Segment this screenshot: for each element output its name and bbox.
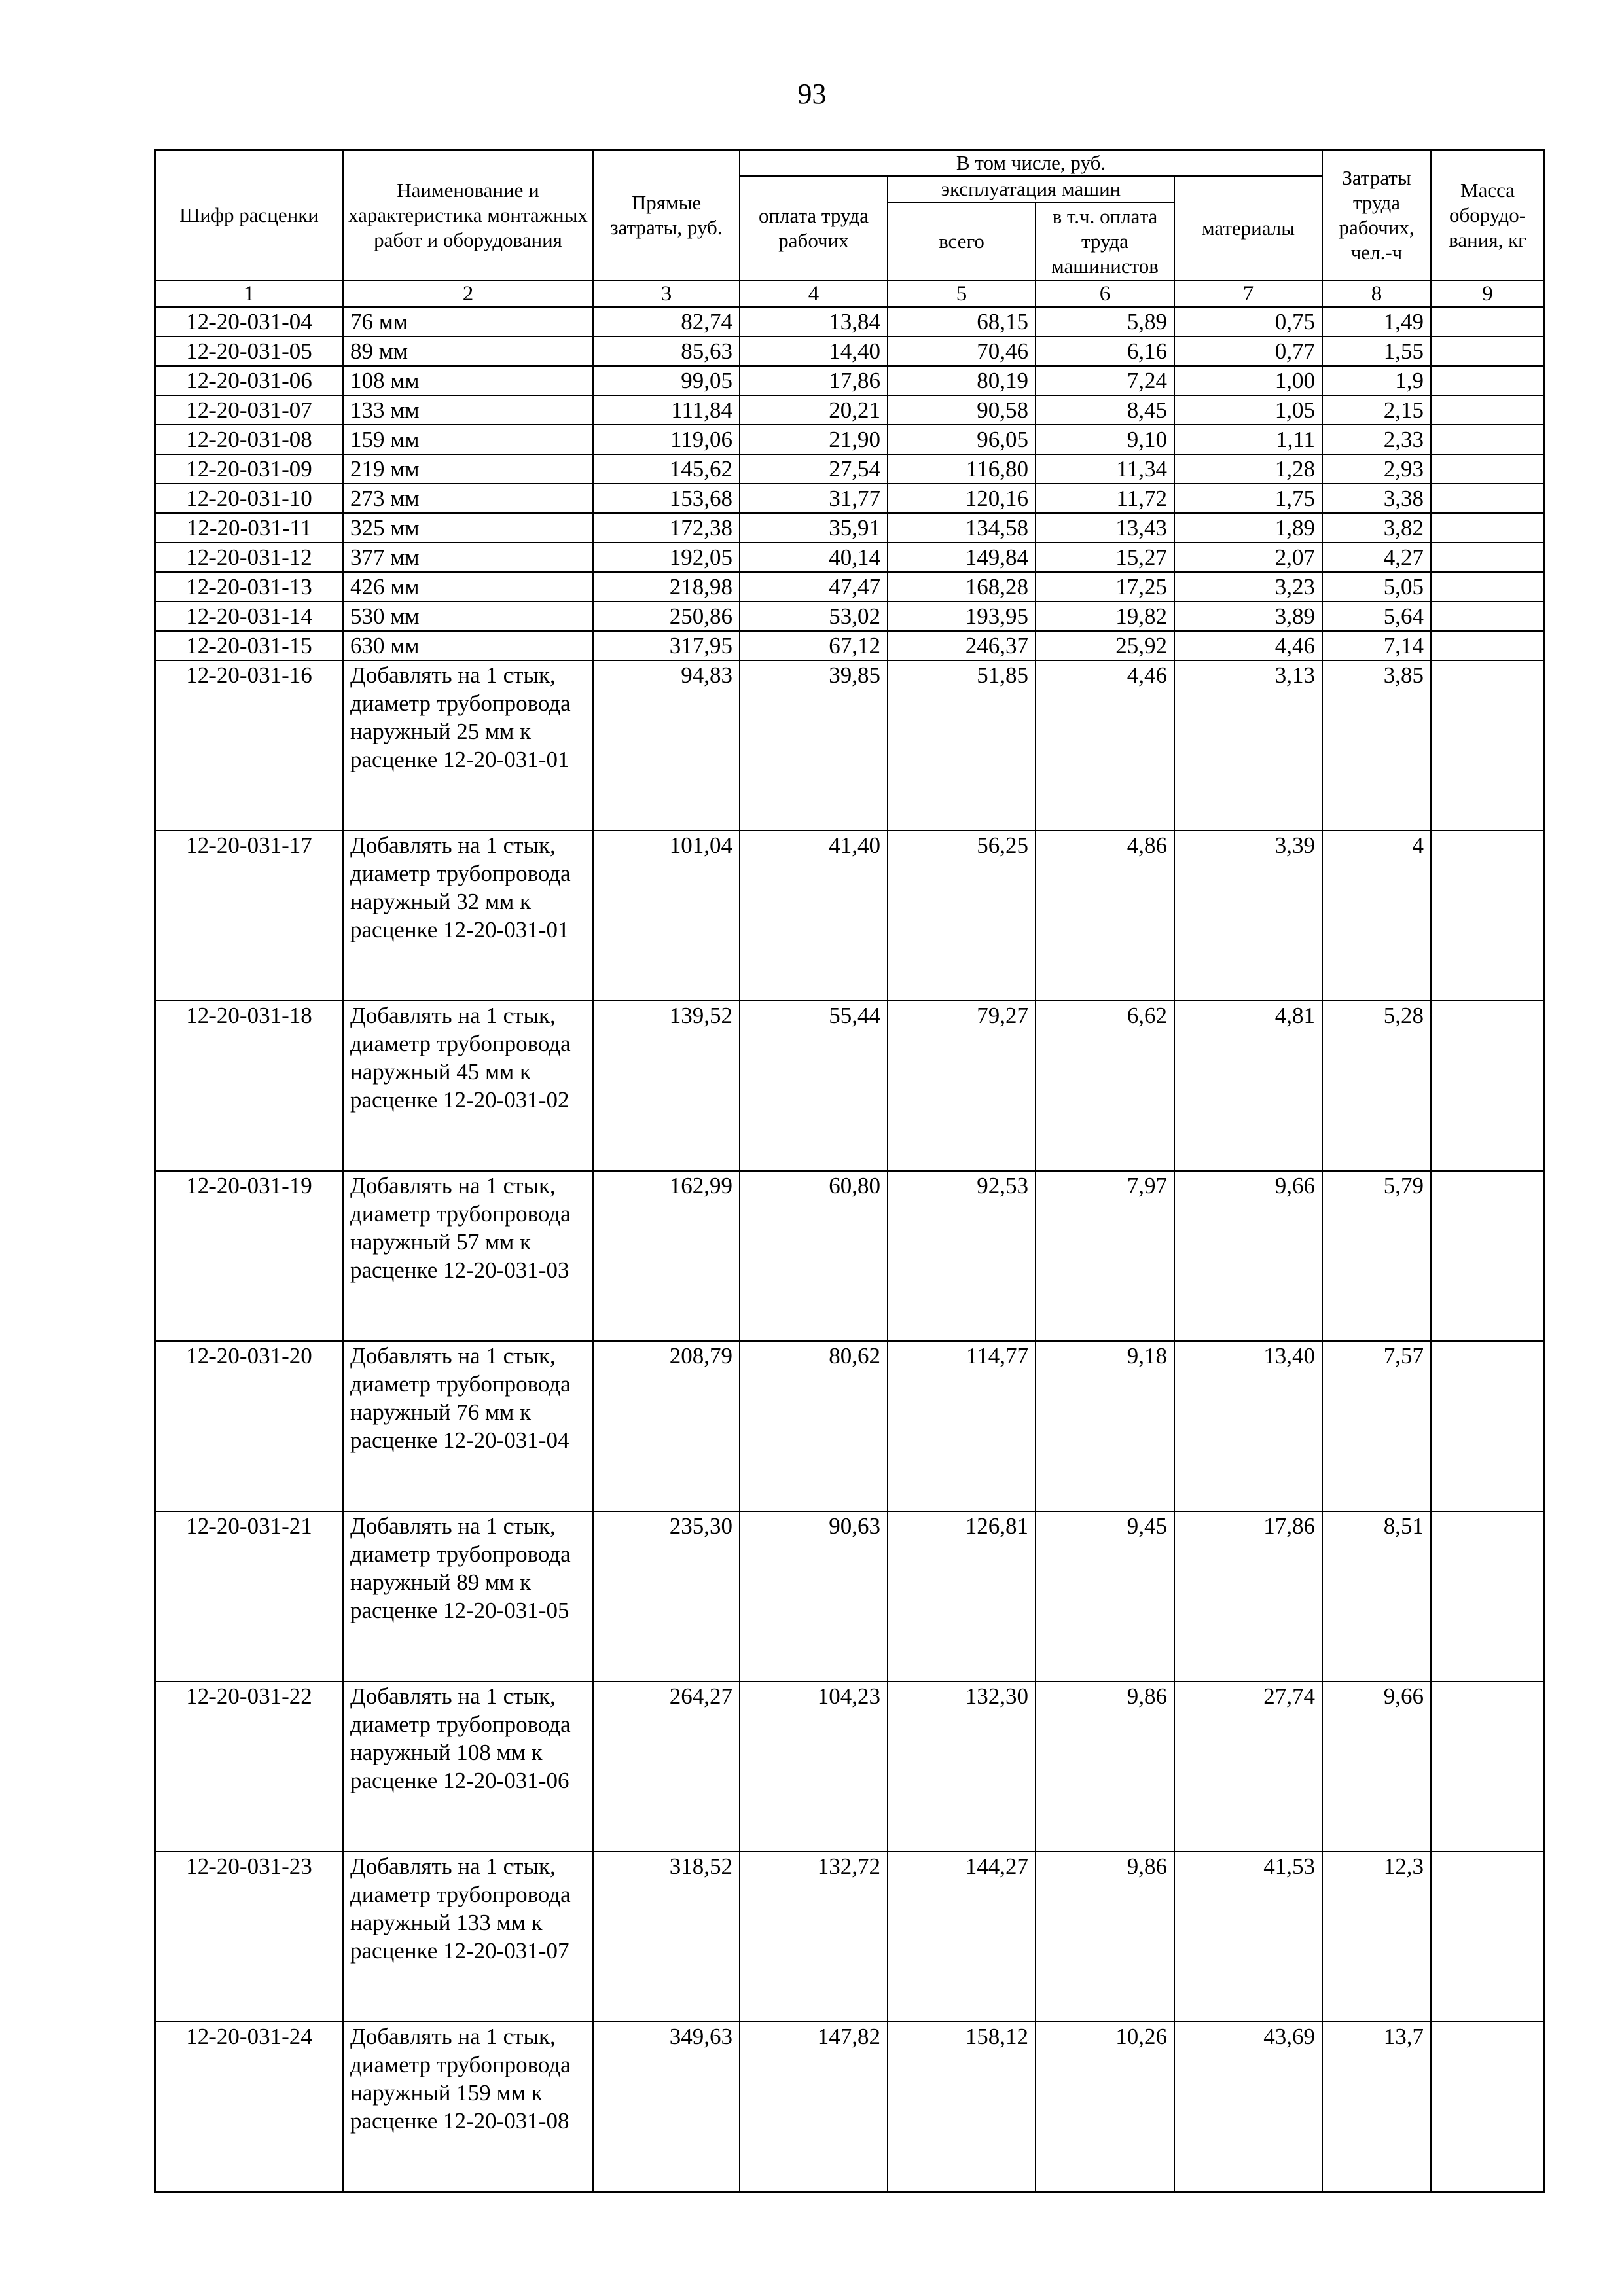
equipment-mass (1431, 336, 1544, 366)
labor-pay: 39,85 (740, 660, 888, 831)
machinist-pay: 6,62 (1036, 1001, 1174, 1171)
table-body (155, 307, 1544, 2192)
work-description: Добавлять на 1 стык, диаметр трубопровода наружный 25 мм к расценке 12-20-031-01 (343, 660, 593, 831)
table-row (155, 1341, 1544, 1511)
rate-code: 12-20-031-07 (155, 395, 343, 425)
table-row (155, 1171, 1544, 1341)
column-number: 2 (343, 281, 593, 307)
labor-hours: 1,55 (1322, 336, 1431, 366)
labor-hours: 5,64 (1322, 601, 1431, 631)
table-row (155, 366, 1544, 395)
rate-code: 12-20-031-12 (155, 543, 343, 572)
work-description: Добавлять на 1 стык, диаметр трубопровода наружный 57 мм к расценке 12-20-031-03 (343, 1171, 593, 1341)
rate-code: 12-20-031-14 (155, 601, 343, 631)
direct-costs: 119,06 (593, 425, 740, 454)
table-header (155, 150, 1544, 307)
machinist-pay: 9,45 (1036, 1511, 1174, 1681)
direct-costs: 94,83 (593, 660, 740, 831)
rate-code: 12-20-031-21 (155, 1511, 343, 1681)
header-machines-total: всего (888, 202, 1036, 281)
labor-hours: 1,9 (1322, 366, 1431, 395)
direct-costs: 85,63 (593, 336, 740, 366)
page-number: 93 (797, 78, 827, 110)
direct-costs: 162,99 (593, 1171, 740, 1341)
labor-hours: 1,49 (1322, 307, 1431, 336)
equipment-mass (1431, 660, 1544, 831)
column-numbers-row (155, 281, 1544, 307)
work-description: 76 мм (343, 307, 593, 336)
column-number: 6 (1036, 281, 1174, 307)
rate-code: 12-20-031-16 (155, 660, 343, 831)
materials-cost: 43,69 (1174, 2022, 1322, 2192)
column-number: 8 (1322, 281, 1431, 307)
machines-total: 168,28 (888, 572, 1036, 601)
machines-total: 134,58 (888, 513, 1036, 543)
machinist-pay: 15,27 (1036, 543, 1174, 572)
direct-costs: 111,84 (593, 395, 740, 425)
labor-hours: 5,79 (1322, 1171, 1431, 1341)
labor-pay: 35,91 (740, 513, 888, 543)
rate-code: 12-20-031-24 (155, 2022, 343, 2192)
header-direct-costs: Прямые затраты, руб. (593, 150, 740, 281)
rate-code: 12-20-031-23 (155, 1852, 343, 2022)
work-description: 530 мм (343, 601, 593, 631)
direct-costs: 208,79 (593, 1341, 740, 1511)
machines-total: 144,27 (888, 1852, 1036, 2022)
materials-cost: 41,53 (1174, 1852, 1322, 2022)
machinist-pay: 25,92 (1036, 631, 1174, 660)
machines-total: 80,19 (888, 366, 1036, 395)
machines-total: 193,95 (888, 601, 1036, 631)
direct-costs: 235,30 (593, 1511, 740, 1681)
direct-costs: 145,62 (593, 454, 740, 484)
labor-hours: 13,7 (1322, 2022, 1431, 2192)
materials-cost: 4,81 (1174, 1001, 1322, 1171)
table-row (155, 336, 1544, 366)
labor-pay: 21,90 (740, 425, 888, 454)
table-row (155, 631, 1544, 660)
table-row (155, 454, 1544, 484)
table-row (155, 395, 1544, 425)
materials-cost: 1,89 (1174, 513, 1322, 543)
table-row (155, 572, 1544, 601)
machinist-pay: 11,34 (1036, 454, 1174, 484)
table-row (155, 425, 1544, 454)
equipment-mass (1431, 1341, 1544, 1511)
rate-code: 12-20-031-06 (155, 366, 343, 395)
table-row (155, 2022, 1544, 2192)
direct-costs: 264,27 (593, 1681, 740, 1852)
equipment-mass (1431, 307, 1544, 336)
rate-code: 12-20-031-15 (155, 631, 343, 660)
machinist-pay: 8,45 (1036, 395, 1174, 425)
table-row (155, 543, 1544, 572)
labor-hours: 12,3 (1322, 1852, 1431, 2022)
machines-total: 126,81 (888, 1511, 1036, 1681)
work-description: 219 мм (343, 454, 593, 484)
machinist-pay: 11,72 (1036, 484, 1174, 513)
equipment-mass (1431, 366, 1544, 395)
labor-pay: 31,77 (740, 484, 888, 513)
header-machines: эксплуатация машин (888, 176, 1174, 202)
work-description: 273 мм (343, 484, 593, 513)
labor-pay: 104,23 (740, 1681, 888, 1852)
materials-cost: 3,23 (1174, 572, 1322, 601)
direct-costs: 82,74 (593, 307, 740, 336)
table-row (155, 660, 1544, 831)
work-description: 89 мм (343, 336, 593, 366)
rate-code: 12-20-031-20 (155, 1341, 343, 1511)
labor-pay: 27,54 (740, 454, 888, 484)
equipment-mass (1431, 513, 1544, 543)
work-description: Добавлять на 1 стык, диаметр трубопровода наружный 89 мм к расценке 12-20-031-05 (343, 1511, 593, 1681)
direct-costs: 139,52 (593, 1001, 740, 1171)
labor-hours: 2,33 (1322, 425, 1431, 454)
equipment-mass (1431, 631, 1544, 660)
materials-cost: 1,05 (1174, 395, 1322, 425)
machines-total: 132,30 (888, 1681, 1036, 1852)
materials-cost: 17,86 (1174, 1511, 1322, 1681)
labor-pay: 55,44 (740, 1001, 888, 1171)
work-description: 377 мм (343, 543, 593, 572)
labor-pay: 17,86 (740, 366, 888, 395)
labor-hours: 2,93 (1322, 454, 1431, 484)
table-row (155, 484, 1544, 513)
labor-pay: 13,84 (740, 307, 888, 336)
machinist-pay: 7,24 (1036, 366, 1174, 395)
materials-cost: 4,46 (1174, 631, 1322, 660)
materials-cost: 0,77 (1174, 336, 1322, 366)
labor-hours: 2,15 (1322, 395, 1431, 425)
equipment-mass (1431, 1001, 1544, 1171)
column-number: 1 (155, 281, 343, 307)
header-including: В том числе, руб. (740, 150, 1322, 176)
machines-total: 79,27 (888, 1001, 1036, 1171)
column-number: 3 (593, 281, 740, 307)
work-description: 325 мм (343, 513, 593, 543)
materials-cost: 2,07 (1174, 543, 1322, 572)
table-row (155, 1001, 1544, 1171)
machinist-pay: 17,25 (1036, 572, 1174, 601)
materials-cost: 3,13 (1174, 660, 1322, 831)
labor-pay: 47,47 (740, 572, 888, 601)
machinist-pay: 9,10 (1036, 425, 1174, 454)
labor-hours: 3,38 (1322, 484, 1431, 513)
labor-hours: 5,05 (1322, 572, 1431, 601)
column-number: 4 (740, 281, 888, 307)
rate-code: 12-20-031-18 (155, 1001, 343, 1171)
labor-hours: 4,27 (1322, 543, 1431, 572)
machines-total: 149,84 (888, 543, 1036, 572)
machinist-pay: 4,86 (1036, 831, 1174, 1001)
rate-code: 12-20-031-22 (155, 1681, 343, 1852)
work-description: 108 мм (343, 366, 593, 395)
table-row (155, 307, 1544, 336)
materials-cost: 3,89 (1174, 601, 1322, 631)
machinist-pay: 7,97 (1036, 1171, 1174, 1341)
labor-pay: 147,82 (740, 2022, 888, 2192)
machinist-pay: 9,86 (1036, 1852, 1174, 2022)
machines-total: 90,58 (888, 395, 1036, 425)
labor-pay: 80,62 (740, 1341, 888, 1511)
rate-code: 12-20-031-04 (155, 307, 343, 336)
materials-cost: 13,40 (1174, 1341, 1322, 1511)
labor-hours: 7,14 (1322, 631, 1431, 660)
machinist-pay: 9,86 (1036, 1681, 1174, 1852)
machinist-pay: 13,43 (1036, 513, 1174, 543)
rate-code: 12-20-031-19 (155, 1171, 343, 1341)
header-labor-hours: Затраты труда рабочих, чел.-ч (1322, 150, 1431, 281)
header-equipment-mass: Масса оборудо-вания, кг (1431, 150, 1544, 281)
labor-hours: 8,51 (1322, 1511, 1431, 1681)
equipment-mass (1431, 572, 1544, 601)
table-row (155, 513, 1544, 543)
header-materials: материалы (1174, 176, 1322, 281)
rate-code: 12-20-031-09 (155, 454, 343, 484)
rate-code: 12-20-031-05 (155, 336, 343, 366)
column-number: 5 (888, 281, 1036, 307)
materials-cost: 1,00 (1174, 366, 1322, 395)
column-number: 7 (1174, 281, 1322, 307)
materials-cost: 3,39 (1174, 831, 1322, 1001)
machinist-pay: 6,16 (1036, 336, 1174, 366)
work-description: 426 мм (343, 572, 593, 601)
machines-total: 246,37 (888, 631, 1036, 660)
table-row (155, 1681, 1544, 1852)
rate-code: 12-20-031-17 (155, 831, 343, 1001)
labor-hours: 5,28 (1322, 1001, 1431, 1171)
labor-hours: 7,57 (1322, 1341, 1431, 1511)
table-row (155, 831, 1544, 1001)
equipment-mass (1431, 395, 1544, 425)
equipment-mass (1431, 1511, 1544, 1681)
machinist-pay: 5,89 (1036, 307, 1174, 336)
direct-costs: 250,86 (593, 601, 740, 631)
work-description: Добавлять на 1 стык, диаметр трубопровода наружный 32 мм к расценке 12-20-031-01 (343, 831, 593, 1001)
materials-cost: 27,74 (1174, 1681, 1322, 1852)
materials-cost: 9,66 (1174, 1171, 1322, 1341)
header-code: Шифр расценки (155, 150, 343, 281)
rate-code: 12-20-031-08 (155, 425, 343, 454)
direct-costs: 153,68 (593, 484, 740, 513)
work-description: 159 мм (343, 425, 593, 454)
labor-hours: 3,82 (1322, 513, 1431, 543)
machinist-pay: 4,46 (1036, 660, 1174, 831)
work-description: 133 мм (343, 395, 593, 425)
labor-pay: 20,21 (740, 395, 888, 425)
direct-costs: 99,05 (593, 366, 740, 395)
table-row (155, 601, 1544, 631)
labor-pay: 14,40 (740, 336, 888, 366)
column-number: 9 (1431, 281, 1544, 307)
equipment-mass (1431, 543, 1544, 572)
equipment-mass (1431, 1171, 1544, 1341)
equipment-mass (1431, 1681, 1544, 1852)
direct-costs: 218,98 (593, 572, 740, 601)
work-description: 630 мм (343, 631, 593, 660)
table-row (155, 1511, 1544, 1681)
equipment-mass (1431, 425, 1544, 454)
direct-costs: 349,63 (593, 2022, 740, 2192)
machines-total: 120,16 (888, 484, 1036, 513)
direct-costs: 172,38 (593, 513, 740, 543)
machines-total: 56,25 (888, 831, 1036, 1001)
work-description: Добавлять на 1 стык, диаметр трубопровода наружный 108 мм к расценке 12-20-031-06 (343, 1681, 593, 1852)
labor-pay: 53,02 (740, 601, 888, 631)
header-machinist-pay: в т.ч. оплата труда машинистов (1036, 202, 1174, 281)
machines-total: 51,85 (888, 660, 1036, 831)
materials-cost: 0,75 (1174, 307, 1322, 336)
machines-total: 68,15 (888, 307, 1036, 336)
machinist-pay: 9,18 (1036, 1341, 1174, 1511)
materials-cost: 1,75 (1174, 484, 1322, 513)
rate-code: 12-20-031-13 (155, 572, 343, 601)
labor-pay: 41,40 (740, 831, 888, 1001)
direct-costs: 318,52 (593, 1852, 740, 2022)
rate-code: 12-20-031-11 (155, 513, 343, 543)
labor-pay: 90,63 (740, 1511, 888, 1681)
labor-pay: 40,14 (740, 543, 888, 572)
machines-total: 70,46 (888, 336, 1036, 366)
labor-pay: 67,12 (740, 631, 888, 660)
labor-hours: 9,66 (1322, 1681, 1431, 1852)
direct-costs: 101,04 (593, 831, 740, 1001)
machines-total: 96,05 (888, 425, 1036, 454)
machinist-pay: 19,82 (1036, 601, 1174, 631)
equipment-mass (1431, 831, 1544, 1001)
rate-code: 12-20-031-10 (155, 484, 343, 513)
work-description: Добавлять на 1 стык, диаметр трубопровода наружный 133 мм к расценке 12-20-031-07 (343, 1852, 593, 2022)
machines-total: 114,77 (888, 1341, 1036, 1511)
machinist-pay: 10,26 (1036, 2022, 1174, 2192)
header-name: Наименование и характеристика монтажных работ и оборудования (343, 150, 593, 281)
equipment-mass (1431, 2022, 1544, 2192)
direct-costs: 317,95 (593, 631, 740, 660)
machines-total: 92,53 (888, 1171, 1036, 1341)
equipment-mass (1431, 484, 1544, 513)
equipment-mass (1431, 1852, 1544, 2022)
direct-costs: 192,05 (593, 543, 740, 572)
equipment-mass (1431, 454, 1544, 484)
materials-cost: 1,11 (1174, 425, 1322, 454)
table-row (155, 1852, 1544, 2022)
header-labor-pay: оплата труда рабочих (740, 176, 888, 281)
machines-total: 158,12 (888, 2022, 1036, 2192)
labor-hours: 3,85 (1322, 660, 1431, 831)
machines-total: 116,80 (888, 454, 1036, 484)
equipment-mass (1431, 601, 1544, 631)
labor-pay: 60,80 (740, 1171, 888, 1341)
labor-pay: 132,72 (740, 1852, 888, 2022)
materials-cost: 1,28 (1174, 454, 1322, 484)
labor-hours: 4 (1322, 831, 1431, 1001)
work-description: Добавлять на 1 стык, диаметр трубопровода наружный 45 мм к расценке 12-20-031-02 (343, 1001, 593, 1171)
rates-table (154, 149, 1545, 2193)
work-description: Добавлять на 1 стык, диаметр трубопровода наружный 76 мм к расценке 12-20-031-04 (343, 1341, 593, 1511)
work-description: Добавлять на 1 стык, диаметр трубопровода наружный 159 мм к расценке 12-20-031-08 (343, 2022, 593, 2192)
